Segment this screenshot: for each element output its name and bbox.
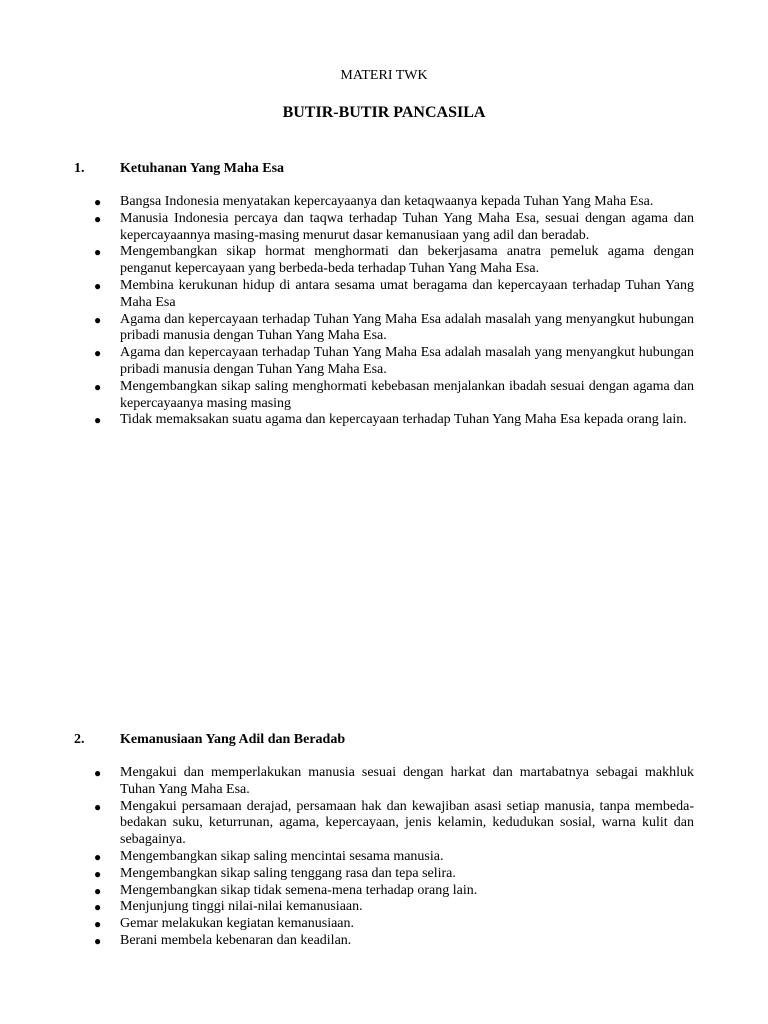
list-item-text: Menjunjung tinggi nilai-nilai kemanusiaan. (120, 899, 363, 915)
bullet-dot-icon: ● (94, 900, 102, 915)
bullet-dot-icon: ● (94, 278, 102, 293)
list-item (74, 765, 694, 799)
section-2 (74, 731, 694, 950)
list-item (74, 883, 694, 900)
bullet-dot-icon: ● (94, 849, 102, 864)
list-item (74, 244, 694, 278)
section-heading (74, 731, 694, 751)
bullet-dot-icon: ● (94, 799, 102, 814)
bullet-dot-icon: ● (94, 245, 102, 260)
bullet-dot-icon: ● (94, 883, 102, 898)
list-item-text: Membina kerukunan hidup di antara sesama umat beragama dan kepercayaan terhadap Tuhan Yang Maha Esa (120, 277, 694, 310)
section-heading (74, 160, 694, 180)
list-item-text: Gemar melakukan kegiatan kemanusiaan. (120, 916, 355, 932)
list-item (74, 278, 694, 312)
list-item (74, 345, 694, 379)
section-1 (74, 160, 694, 429)
section-number: 1. (74, 161, 85, 176)
list-item (74, 899, 694, 916)
bullet-dot-icon: ● (94, 312, 102, 327)
list-item-text: Manusia Indonesia percaya dan taqwa terhadap Tuhan Yang Maha Esa, sesuai dengan agama dan kepercayaannya masing-masing menurut dasar kemanusiaan yang adil dan beradab. (120, 210, 694, 243)
bullet-dot-icon: ● (94, 379, 102, 394)
list-item-text: Mengembangkan sikap hormat menghormati dan bekerjasama anatra pemeluk agama dengan penganut kepercayaan yang berbeda-beda terhadap Tuhan Yang Maha Esa. (120, 244, 694, 277)
list-item-text: Mengakui persamaan derajad, persamaan hak dan kewajiban asasi setiap manusia, tanpa membeda-bedakan suku, keturrunan, agama, kepercayaan, jenis kelamin, kedudukan sosial, warna kulit dan sebagainya. (120, 798, 694, 848)
section-number: 2. (74, 732, 85, 747)
list-item (74, 799, 694, 849)
list-item (74, 194, 694, 211)
bullet-dot-icon: ● (94, 766, 102, 780)
bullet-dot-icon: ● (94, 917, 102, 932)
list-item (74, 916, 694, 933)
list-item-text: Agama dan kepercayaan terhadap Tuhan Yang Maha Esa adalah masalah yang menyangkut hubungan pribadi manusia dengan Tuhan Yang Maha Esa. (120, 311, 694, 344)
list-item (74, 849, 694, 866)
list-item (74, 933, 694, 950)
document-title: BUTIR-BUTIR PANCASILA (282, 104, 486, 121)
bullet-list (74, 765, 694, 950)
list-item-text: Mengembangkan sikap saling tenggang rasa dan tepa selira. (120, 865, 456, 881)
bullet-dot-icon: ● (94, 195, 102, 209)
bullet-dot-icon: ● (94, 866, 102, 881)
list-item-text: Agama dan kepercayaan terhadap Tuhan Yang Maha Esa adalah masalah yang menyangkut hubungan pribadi manusia dengan Tuhan Yang Maha Esa. (120, 345, 694, 377)
document-header: MATERI TWK (340, 68, 428, 83)
bullet-dot-icon: ● (94, 933, 102, 948)
section-title: Ketuhanan Yang Maha Esa (120, 161, 285, 176)
list-item (74, 379, 694, 413)
list-item-text: Bangsa Indonesia menyatakan kepercayaanya dan ketaqwaanya kepada Tuhan Yang Maha Esa. (120, 194, 654, 209)
list-item-text: Mengembangkan sikap tidak semena-mena terhadap orang lain. (120, 882, 478, 898)
list-item (74, 412, 694, 429)
list-item-text: Mengembangkan sikap saling menghormati kebebasan menjalankan ibadah sesuai dengan agama dan kepercayaanya masing masing (120, 378, 694, 411)
list-item (74, 312, 694, 346)
list-item-text: Mengembangkan sikap saling mencintai sesama manusia. (120, 848, 444, 864)
list-item (74, 211, 694, 245)
section-title: Kemanusiaan Yang Adil dan Beradab (120, 732, 346, 747)
list-item-text: Berani membela kebenaran dan keadilan. (120, 932, 352, 948)
list-item-text: Tidak memaksakan suatu agama dan kepercayaan terhadap Tuhan Yang Maha Esa kepada orang lain. (120, 412, 687, 428)
bullet-list (74, 194, 694, 429)
list-item-text: Mengakui dan memperlakukan manusia sesuai dengan harkat dan martabatnya sebagai makhluk Tuhan Yang Maha Esa. (120, 765, 694, 797)
bullet-dot-icon: ● (94, 346, 102, 361)
bullet-dot-icon: ● (94, 211, 102, 226)
list-item (74, 866, 694, 883)
bullet-dot-icon: ● (94, 413, 102, 428)
